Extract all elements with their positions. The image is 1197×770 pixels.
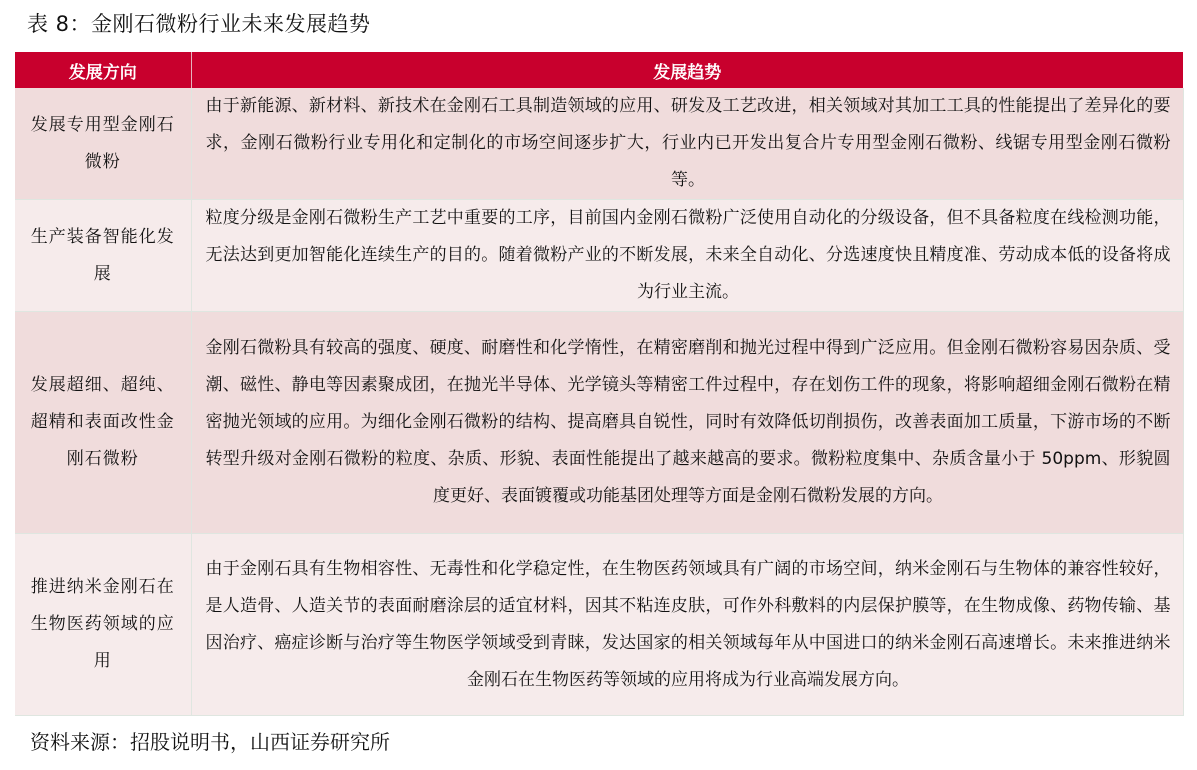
trend-cell: 粒度分级是金刚石微粉生产工艺中重要的工序，目前国内金刚石微粉广泛使用自动化的分级设备，但不具备粒度在线检测功能，无法达到更加智能化连续生产的目的。随着微粉产业的不断发展，未来全自动化、分选速度快且精度准、劳动成本低的设备将成为行业主流。 [191,200,1183,312]
direction-cell: 发展超细、超纯、超精和表面改性金刚石微粉 [15,312,191,534]
table-row [15,534,1183,716]
trend-cell: 由于新能源、新材料、新技术在金刚石工具制造领域的应用、研发及工艺改进，相关领域对其加工工具的性能提出了差异化的要求，金刚石微粉行业专用化和定制化的市场空间逐步扩大，行业内已开发出复合片专用型金刚石微粉、线锯专用型金刚石微粉等。 [191,88,1183,200]
direction-cell: 推进纳米金刚石在生物医药领域的应用 [15,534,191,716]
column-header-direction: 发展方向 [15,52,191,88]
column-header-trend: 发展趋势 [191,52,1183,88]
table-row [15,312,1183,534]
direction-cell: 发展专用型金刚石微粉 [15,88,191,200]
table-title: 表 8：金刚石微粉行业未来发展趋势 [27,12,371,36]
trend-table [15,52,1184,716]
table-header-row [15,52,1183,88]
table-row [15,88,1183,200]
table-row [15,200,1183,312]
trend-cell: 由于金刚石具有生物相容性、无毒性和化学稳定性，在生物医药领域具有广阔的市场空间，纳米金刚石与生物体的兼容性较好，是人造骨、人造关节的表面耐磨涂层的适宜材料，因其不粘连皮肤，可作外科敷料的内层保护膜等，在生物成像、药物传输、基因治疗、癌症诊断与治疗等生物医学领域受到青睐，发达国家的相关领域每年从中国进口的纳米金刚石高速增长。未来推进纳米金刚石在生物医药等领域的应用将成为行业高端发展方向。 [191,534,1183,716]
source-note: 资料来源：招股说明书，山西证券研究所 [30,730,390,754]
trend-cell: 金刚石微粉具有较高的强度、硬度、耐磨性和化学惰性，在精密磨削和抛光过程中得到广泛应用。但金刚石微粉容易因杂质、受潮、磁性、静电等因素聚成团，在抛光半导体、光学镜头等精密工件过程中，存在划伤工件的现象，将影响超细金刚石微粉在精密抛光领域的应用。为细化金刚石微粉的结构、提高磨具自锐性，同时有效降低切削损伤，改善表面加工质量，下游市场的不断转型升级对金刚石微粉的粒度、杂质、形貌、表面性能提出了越来越高的要求。微粉粒度集中、杂质含量小于 50ppm、形貌圆度更好、表面镀覆或功能基团处理等方面是金刚石微粉发展的方向。 [191,312,1183,534]
direction-cell: 生产装备智能化发展 [15,200,191,312]
